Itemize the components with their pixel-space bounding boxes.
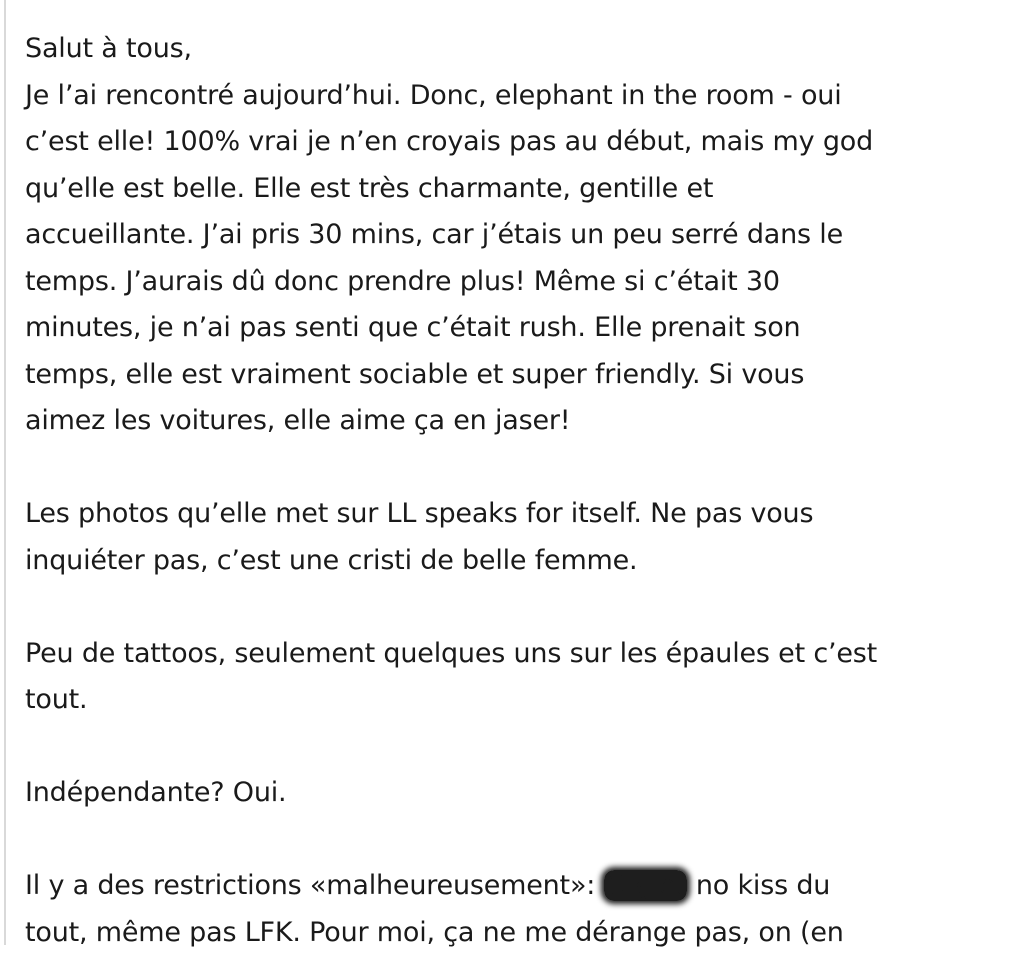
paragraph-spacer [25, 584, 1010, 631]
paragraph-spacer [25, 445, 1010, 492]
text-line: qu’elle est belle. Elle est très charmante, gentille et [25, 166, 1010, 213]
paragraph-photos [25, 491, 1010, 584]
text-segment: Il y a des restrictions «malheureusement»: [25, 870, 604, 901]
text-line [25, 863, 1010, 910]
paragraph-restrictions [25, 863, 1010, 956]
paragraph-independent [25, 770, 1010, 817]
text-line: accueillante. J’ai pris 30 mins, car j’étais un peu serré dans le [25, 212, 1010, 259]
greeting-line: Salut à tous, [25, 26, 1010, 73]
text-segment: no kiss du [687, 870, 830, 901]
text-line: Je l’ai rencontré aujourd’hui. Donc, elephant in the room - oui [25, 73, 1010, 120]
text-line: temps. J’aurais dû donc prendre plus! Même si c’était 30 [25, 259, 1010, 306]
paragraph-spacer [25, 724, 1010, 771]
redaction-mark: CBJ et [604, 870, 688, 901]
paragraph-spacer [25, 817, 1010, 864]
text-line: temps, elle est vraiment sociable et super friendly. Si vous [25, 352, 1010, 399]
page-edge-divider [4, 0, 6, 945]
text-line: c’est elle! 100% vrai je n’en croyais pas au début, mais my god [25, 119, 1010, 166]
text-line: tout. [25, 677, 1010, 724]
text-line: Indépendante? Oui. [25, 770, 1010, 817]
text-line: Peu de tattoos, seulement quelques uns sur les épaules et c’est [25, 631, 1010, 678]
text-line: inquiéter pas, c’est une cristi de belle femme. [25, 538, 1010, 585]
post-body [25, 26, 1010, 956]
text-line-cut-off: tout, même pas LFK. Pour moi, ça ne me dérange pas, on (en [25, 910, 1010, 956]
text-line: Les photos qu’elle met sur LL speaks for itself. Ne pas vous [25, 491, 1010, 538]
paragraph-tattoos [25, 631, 1010, 724]
text-line: minutes, je n’ai pas senti que c’était rush. Elle prenait son [25, 305, 1010, 352]
text-line: aimez les voitures, elle aime ça en jaser! [25, 398, 1010, 445]
paragraph-first-visit [25, 73, 1010, 445]
